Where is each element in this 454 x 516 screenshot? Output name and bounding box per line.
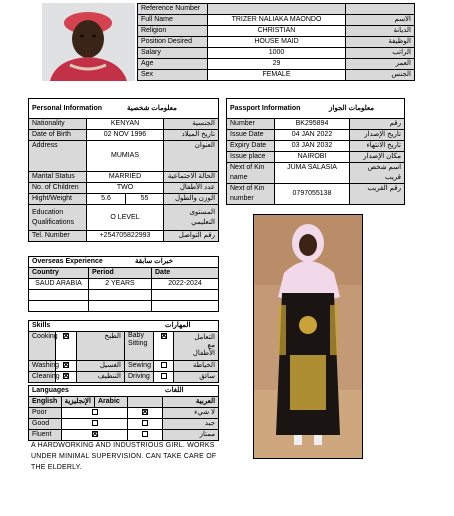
languages-title-ar: اللغات [165, 387, 184, 394]
marital-label-ar: الحالة الاجتماعية [164, 172, 219, 183]
age-row [138, 59, 415, 70]
religion-label: Religion [138, 26, 208, 37]
nationality-label-ar: الجنسية [164, 119, 219, 130]
kin-number-label-2: number [230, 195, 254, 202]
religion-value: CHRISTIAN [208, 26, 346, 37]
english-poor-checkbox[interactable] [92, 409, 98, 415]
skill-washing-label: Washing [29, 361, 56, 372]
children-label: No. of Children [29, 183, 87, 194]
passport-number-label: Number [227, 119, 275, 130]
children-row [29, 183, 219, 194]
passport-number-row [227, 119, 405, 130]
kin-name-label-2: name [230, 174, 248, 181]
skills-row-2 [29, 361, 219, 372]
height-weight-label: Hight/Weight [29, 194, 87, 205]
issue-place-label: Issue place [227, 152, 275, 163]
reference-label: Reference Number [138, 4, 208, 15]
skill-sewing-label: Sewing [125, 361, 154, 372]
age-value: 29 [208, 59, 346, 70]
education-label-ar-2: التعليمي [191, 218, 216, 226]
skill-driving-checkbox[interactable] [161, 373, 167, 379]
skills-table [28, 320, 219, 383]
overseas-date: 2022-2024 [152, 279, 219, 290]
passport-title-ar: معلومات الجواز [329, 105, 375, 112]
table-row [29, 279, 219, 290]
position-value: HOUSE MAID [208, 37, 346, 48]
language-arabic-label: Arabic [95, 397, 128, 408]
issue-date-value: 04 JAN 2022 [275, 130, 350, 141]
languages-title-row [29, 386, 219, 397]
skill-driving-label: Driving [125, 372, 154, 383]
skills-row-3 [29, 372, 219, 383]
marital-label: Marital Status [29, 172, 87, 183]
expiry-date-row [227, 141, 405, 152]
address-label-ar: العنوان [164, 141, 219, 172]
religion-label-ar: الديانة [346, 26, 415, 37]
height-weight-label-ar: الوزن والطول [164, 194, 219, 205]
issue-place-label-ar: مكان الإصدار [350, 152, 405, 163]
skill-washing-label-ar: الغسيل [77, 361, 125, 372]
languages-table [28, 385, 219, 441]
kin-number-label-ar: رقم القريب [350, 184, 405, 205]
reference-label-ar [346, 4, 415, 15]
skills-title-ar: المهارات [165, 322, 191, 329]
skill-baby-label: Baby [128, 332, 144, 339]
remarks-text: A HARDWORKING AND INDUSTRIOUS GIRL. WORKS UNDER MINIMAL SUPERVISION. CAN TAKE CARE OF THE ELDERLY. [31, 442, 217, 471]
children-value: TWO [87, 183, 164, 194]
personal-title-ar: معلومات شخصية [127, 105, 177, 112]
skill-baby-label-ar-3: الأطفال [192, 350, 216, 357]
overseas-header-country: Country [29, 268, 89, 279]
issue-date-row [227, 130, 405, 141]
reference-value [208, 4, 346, 15]
english-fluent-checkbox[interactable] [92, 431, 98, 437]
position-label: Position Desired [138, 37, 208, 48]
language-level-fluent-ar: ممتاز [163, 430, 219, 441]
dob-value: 02 NOV 1996 [87, 130, 164, 141]
salary-label-ar: الراتب [346, 48, 415, 59]
skill-cooking-label: Cooking [29, 332, 56, 361]
overseas-title-row [29, 257, 219, 268]
personal-title-row [29, 99, 219, 119]
skill-baby-checkbox[interactable] [161, 333, 167, 339]
tel-label: Tel. Number [29, 231, 87, 242]
kin-name-row [227, 163, 405, 184]
kin-name-label: Next of Kin [230, 164, 265, 171]
skill-cooking-label-ar: الطبخ [77, 332, 125, 361]
skills-title-row [29, 321, 219, 332]
skill-cleaning-label-ar: التنظيف [77, 372, 125, 383]
marital-row [29, 172, 219, 183]
expiry-date-value: 03 JAN 2032 [275, 141, 350, 152]
passport-info-table [226, 98, 405, 205]
overseas-header-row [29, 268, 219, 279]
overseas-header-period: Period [89, 268, 152, 279]
issue-place-row [227, 152, 405, 163]
salary-label: Salary [138, 48, 208, 59]
nationality-label: Nationality [29, 119, 87, 130]
children-label-ar: عدد الأطفال [164, 183, 219, 194]
full-name-label-ar: الاسم [346, 15, 415, 26]
address-label: Address [29, 141, 87, 172]
arabic-poor-checkbox[interactable] [142, 409, 148, 415]
languages-title: Languages [32, 387, 69, 394]
kin-name-label-ar-2: قريب [384, 174, 402, 181]
overseas-header-date: Date [152, 268, 219, 279]
headshot-photo [42, 3, 135, 81]
language-level-row [29, 430, 219, 441]
reference-row [138, 4, 415, 15]
education-label: Education [32, 208, 64, 216]
table-row [29, 290, 219, 301]
sex-row [138, 70, 415, 81]
skill-baby-label-2: Sitting [128, 340, 148, 347]
skill-baby-label-ar-2: مع [207, 342, 216, 349]
skills-title: Skills [32, 322, 51, 329]
skill-baby-label-ar: التعامل [194, 334, 216, 341]
dob-row [29, 130, 219, 141]
skill-cleaning-checkbox[interactable] [63, 373, 69, 379]
tel-value: +254705822993 [87, 231, 164, 242]
salary-value: 1000 [208, 48, 346, 59]
skill-cleaning-label: Cleaning [29, 372, 56, 383]
weight-value: 55 [126, 194, 164, 205]
skill-sewing-checkbox[interactable] [161, 362, 167, 368]
passport-title-row [227, 99, 405, 119]
language-level-good: Good [29, 419, 62, 430]
full-name-value: TRIZER NALIAKA MAONDO [208, 15, 346, 26]
skill-cooking-checkbox[interactable] [63, 333, 69, 339]
issue-place-value: NAIROBI [275, 152, 350, 163]
language-level-good-ar: جيد [163, 419, 219, 430]
overseas-country: SAUD ARABIA [29, 279, 89, 290]
personal-info-table [28, 98, 219, 242]
skill-driving-label-ar: سائق [174, 372, 219, 383]
table-row [29, 301, 219, 312]
issue-date-label-ar: تاريخ الإصدار [350, 130, 405, 141]
languages-header-row [29, 397, 219, 408]
nationality-row [29, 119, 219, 130]
kin-number-row [227, 184, 405, 205]
address-value: MUMIAS [87, 141, 164, 172]
dob-label: Date of Birth [29, 130, 87, 141]
skill-sewing-label-ar: الخياطة [174, 361, 219, 372]
language-level-row [29, 408, 219, 419]
language-english-label-ar: الإنجليزية [62, 397, 95, 408]
height-value: 5.6 [87, 194, 126, 205]
position-row [138, 37, 415, 48]
skill-washing-checkbox[interactable] [63, 362, 69, 368]
expiry-date-label-ar: تاريخ الانتهاء [350, 141, 405, 152]
issue-date-label: Issue Date [227, 130, 275, 141]
salary-row [138, 48, 415, 59]
education-value: O LEVEL [87, 205, 164, 231]
overseas-title-ar: خبرات سابقة [135, 258, 174, 265]
kin-number-label: Next of Kin [230, 185, 265, 192]
qualifications-label: Qualifications [32, 218, 75, 226]
dob-label-ar: تاريخ الميلاد [164, 130, 219, 141]
full-body-photo [253, 214, 363, 459]
language-level-poor-ar: لا شيء [163, 408, 219, 419]
language-arabic-label-ar: العربية [163, 397, 219, 408]
overseas-title: Overseas Experience [32, 258, 103, 265]
age-label-ar: العمر [346, 59, 415, 70]
kin-name-label-ar: اسم شخص [367, 164, 402, 171]
kin-name-value: JUMA SALASIA [275, 163, 350, 184]
language-level-row [29, 419, 219, 430]
tel-row [29, 231, 219, 242]
arabic-fluent-checkbox[interactable] [142, 431, 148, 437]
religion-row [138, 26, 415, 37]
sex-label-ar: الجنس [346, 70, 415, 81]
english-good-checkbox[interactable] [92, 420, 98, 426]
address-row [29, 141, 219, 172]
overseas-period: 2 YEARS [89, 279, 152, 290]
age-label: Age [138, 59, 208, 70]
height-weight-row [29, 194, 219, 205]
tel-label-ar: رقم التواصل [164, 231, 219, 242]
full-name-row [138, 15, 415, 26]
arabic-good-checkbox[interactable] [142, 420, 148, 426]
skills-row-1 [29, 332, 219, 361]
kin-number-value: 0797055138 [275, 184, 350, 205]
passport-number-label-ar: رقم [350, 119, 405, 130]
personal-title: Personal Information [32, 105, 103, 112]
education-label-ar: المستوى [189, 208, 216, 216]
passport-number-value: BK295894 [275, 119, 350, 130]
language-level-poor: Poor [29, 408, 62, 419]
language-english-label: English [29, 397, 62, 408]
overseas-table [28, 256, 219, 312]
full-name-label: Full Name [138, 15, 208, 26]
passport-title: Passport Information [230, 105, 301, 112]
nationality-value: KENYAN [87, 119, 164, 130]
sex-label: Sex [138, 70, 208, 81]
marital-value: MARRIED [87, 172, 164, 183]
education-row [29, 205, 219, 231]
header-table [137, 3, 415, 81]
language-level-fluent: Fluent [29, 430, 62, 441]
sex-value: FEMALE [208, 70, 346, 81]
position-label-ar: الوظيفة [346, 37, 415, 48]
expiry-date-label: Expiry Date [227, 141, 275, 152]
